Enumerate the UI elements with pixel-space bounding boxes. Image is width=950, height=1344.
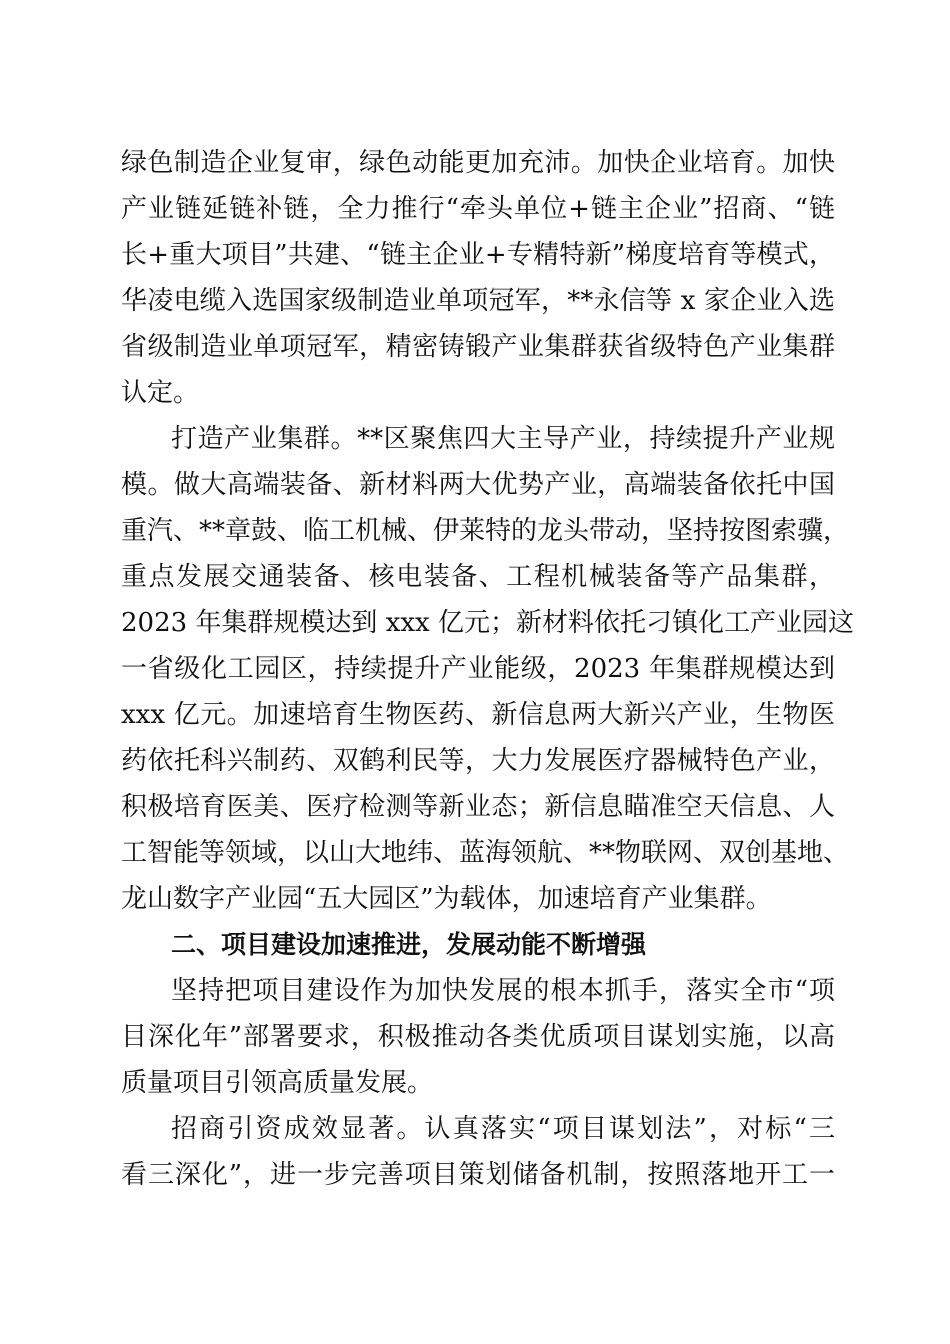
text-line: 省级制造业单项冠军，精密铸锻产业集群获省级特色产业集群 bbox=[121, 332, 835, 362]
text-line: 一省级化工园区，持续提升产业能级，2023 年集群规模达到 bbox=[121, 654, 835, 684]
text-line: 积极培育医美、医疗检测等新业态；新信息瞄准空天信息、人 bbox=[121, 792, 835, 822]
text-line: 重汽、**章鼓、临工机械、伊莱特的龙头带动，坚持按图索骥， bbox=[121, 516, 850, 546]
text-line: 认定。 bbox=[121, 378, 200, 408]
text-line: 看三深化”，进一步完善项目策划储备机制，按照落地开工一 bbox=[121, 1160, 835, 1190]
text-line: 2023 年集群规模达到 xxx 亿元；新材料依托刁镇化工产业园这 bbox=[121, 608, 854, 638]
text-line: 龙山数字产业园“五大园区”为载体，加速培育产业集群。 bbox=[121, 884, 772, 914]
text-line: xxx 亿元。加速培育生物医药、新信息两大新兴产业，生物医 bbox=[121, 700, 835, 730]
paragraph-first-line: 坚持把项目建设作为加快发展的根本抓手，落实全市“项 bbox=[171, 976, 835, 1006]
text-line: 长+重大项目”共建、“链主企业+专精特新”梯度培育等模式， bbox=[121, 240, 835, 270]
text-line: 华凌电缆入选国家级制造业单项冠军，**永信等 x 家企业入选 bbox=[121, 286, 835, 316]
text-line: 绿色制造企业复审，绿色动能更加充沛。加快企业培育。加快 bbox=[121, 148, 835, 178]
text-line: 产业链延链补链，全力推行“牵头单位+链主企业”招商、“链 bbox=[121, 194, 835, 224]
paragraph-first-line: 打造产业集群。**区聚焦四大主导产业，持续提升产业规 bbox=[171, 424, 835, 454]
paragraph-first-line: 招商引资成效显著。认真落实“项目谋划法”，对标“三 bbox=[171, 1114, 835, 1144]
section-heading: 二、项目建设加速推进，发展动能不断增强 bbox=[171, 930, 647, 959]
text-line: 模。做大高端装备、新材料两大优势产业，高端装备依托中国 bbox=[121, 470, 835, 500]
text-line: 目深化年”部署要求，积极推动各类优质项目谋划实施，以高 bbox=[121, 1022, 835, 1052]
text-line: 药依托科兴制药、双鹤利民等，大力发展医疗器械特色产业， bbox=[121, 746, 835, 776]
text-line: 重点发展交通装备、核电装备、工程机械装备等产品集群， bbox=[121, 562, 835, 592]
text-line: 工智能等领域，以山大地纬、蓝海领航、**物联网、双创基地、 bbox=[121, 838, 850, 868]
text-line: 质量项目引领高质量发展。 bbox=[121, 1068, 434, 1098]
